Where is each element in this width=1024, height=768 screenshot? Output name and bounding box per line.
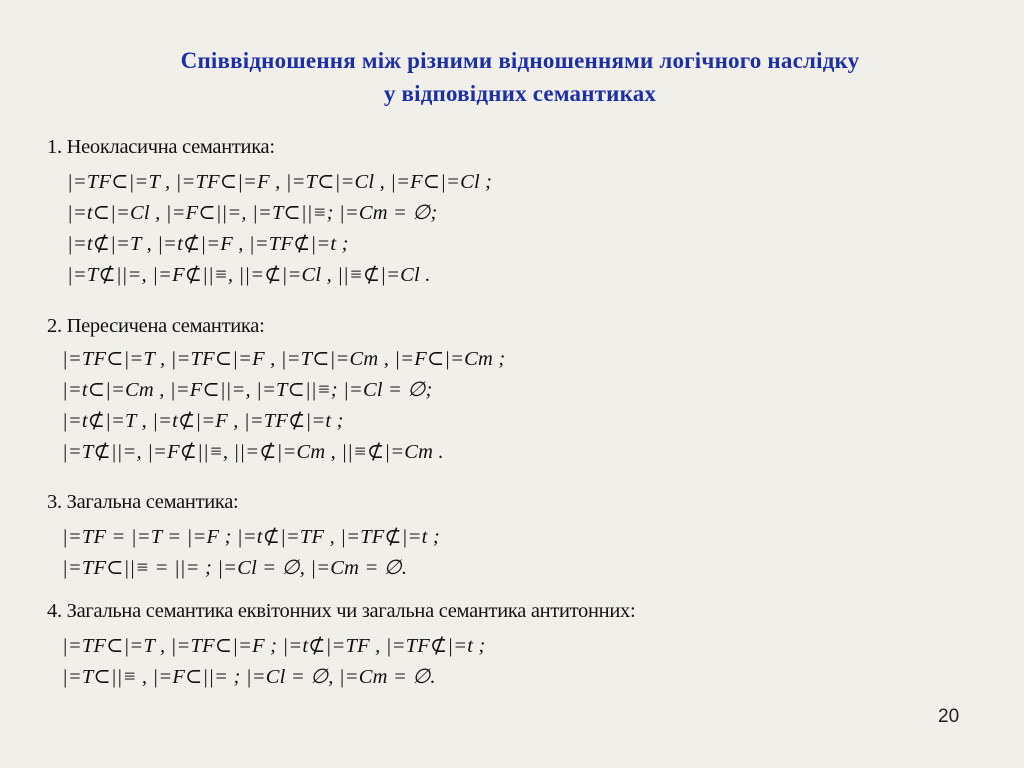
- section-general: [47, 490, 440, 584]
- formula-line: |=T⊄||=, |=F⊄||≡, ||=⊄|=Cl , ||≡⊄|=Cl .: [67, 264, 431, 286]
- formula-line: |=t⊂|=Cm , |=F⊂||=, |=T⊂||≡; |=Cl = ∅;: [62, 379, 433, 401]
- formula-line: |=TF = |=T = |=F ; |=t⊄|=TF , |=TF⊄|=t ;: [62, 526, 440, 548]
- section-neoclassical: [47, 135, 492, 291]
- formula-line: |=TF⊂|=T , |=TF⊂|=F , |=T⊂|=Cm , |=F⊂|=Cm ;: [62, 348, 506, 370]
- section-heading: 3. Загальна семантика:: [47, 491, 239, 513]
- formula-line: |=t⊄|=T , |=t⊄|=F , |=TF⊄|=t ;: [62, 410, 344, 432]
- page-number: 20: [938, 706, 960, 727]
- section-heading: 1. Неокласична семантика:: [47, 136, 275, 158]
- title-line-1: Співвідношення між різними відношеннями логічного наслідку: [180, 48, 860, 73]
- formula-line: |=T⊂||≡ , |=F⊂||= ; |=Cl = ∅, |=Cm = ∅.: [62, 666, 436, 688]
- section-heading: 2. Пересичена семантика:: [47, 315, 265, 337]
- slide-title: [0, 44, 1024, 110]
- formula-line: |=TF⊂|=T , |=TF⊂|=F ; |=t⊄|=TF , |=TF⊄|=t ;: [62, 635, 486, 657]
- formula-line: |=t⊄|=T , |=t⊄|=F , |=TF⊄|=t ;: [67, 233, 349, 255]
- title-line-2: у відповідних семантиках: [383, 81, 657, 106]
- formula-line: |=t⊂|=Cl , |=F⊂||=, |=T⊂||≡; |=Cm = ∅;: [67, 202, 438, 224]
- section-equitone-antitone: [47, 599, 635, 693]
- formula-line: |=TF⊂|=T , |=TF⊂|=F , |=T⊂|=Cl , |=F⊂|=Cl ;: [67, 171, 493, 193]
- formula-line: |=T⊄||=, |=F⊄||≡, ||=⊄|=Cm , ||≡⊄|=Cm .: [62, 441, 444, 463]
- section-heading: 4. Загальна семантика еквітонних чи загальна семантика антитонних:: [47, 600, 636, 622]
- formula-line: |=TF⊂||≡ = ||= ; |=Cl = ∅, |=Cm = ∅.: [62, 557, 408, 579]
- section-oversaturated: [47, 314, 505, 468]
